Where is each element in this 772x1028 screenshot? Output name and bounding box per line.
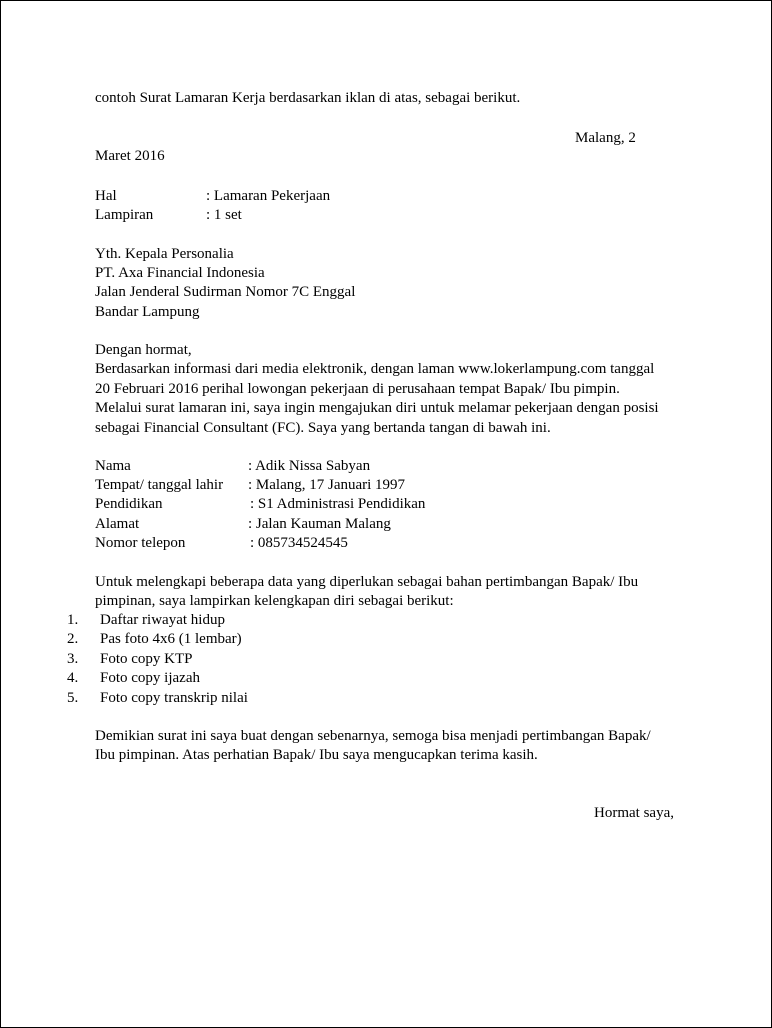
list-item-number: 2. <box>67 631 79 647</box>
list-item: Foto copy transkrip nilai <box>100 690 248 706</box>
body-line: sebagai Financial Consultant (FC). Saya yang bertanda tangan di bawah ini. <box>95 420 551 436</box>
lampiran-value: : 1 set <box>206 207 242 223</box>
field-value-nama: : Adik Nissa Sabyan <box>248 458 371 474</box>
recipient-line: Bandar Lampung <box>95 304 200 320</box>
field-value-telepon: : 085734524545 <box>250 535 348 551</box>
body-line: Berdasarkan informasi dari media elektronik, dengan laman www.lokerlampung.com tanggal <box>95 361 655 377</box>
field-label-telepon: Nomor telepon <box>95 535 186 551</box>
list-item-number: 5. <box>67 690 79 706</box>
list-item-number: 1. <box>67 612 79 628</box>
field-value-pendidikan: : S1 Administrasi Pendidikan <box>250 496 426 512</box>
body-line: 20 Februari 2016 perihal lowongan pekerjaan di perusahaan tempat Bapak/ Ibu pimpin. <box>95 381 620 397</box>
field-label-ttl: Tempat/ tanggal lahir <box>95 477 224 493</box>
salutation: Dengan hormat, <box>95 342 192 358</box>
lampiran-label: Lampiran <box>95 207 154 223</box>
list-item-number: 4. <box>67 670 79 686</box>
field-label-nama: Nama <box>95 458 131 474</box>
hal-label: Hal <box>95 188 117 204</box>
list-item: Daftar riwayat hidup <box>100 612 225 628</box>
field-value-alamat: : Jalan Kauman Malang <box>248 516 391 532</box>
recipient-line: Jalan Jenderal Sudirman Nomor 7C Enggal <box>95 284 356 300</box>
recipient-line: PT. Axa Financial Indonesia <box>95 265 265 281</box>
body-line: Untuk melengkapi beberapa data yang diperlukan sebagai bahan pertimbangan Bapak/ Ibu <box>95 574 639 590</box>
date-line-2: Maret 2016 <box>95 148 165 164</box>
list-item: Foto copy ijazah <box>100 670 200 686</box>
body-line: pimpinan, saya lampirkan kelengkapan diri sebagai berikut: <box>95 593 454 609</box>
body-line: Ibu pimpinan. Atas perhatian Bapak/ Ibu saya mengucapkan terima kasih. <box>95 747 538 763</box>
field-label-alamat: Alamat <box>95 516 140 532</box>
intro-text: contoh Surat Lamaran Kerja berdasarkan iklan di atas, sebagai berikut. <box>95 90 521 106</box>
list-item: Foto copy KTP <box>100 651 193 667</box>
date-line-1: Malang, 2 <box>575 130 636 146</box>
list-item-number: 3. <box>67 651 79 667</box>
hal-value: : Lamaran Pekerjaan <box>206 188 331 204</box>
field-value-ttl: : Malang, 17 Januari 1997 <box>248 477 406 493</box>
list-item: Pas foto 4x6 (1 lembar) <box>100 631 242 647</box>
recipient-line: Yth. Kepala Personalia <box>95 246 234 262</box>
signoff: Hormat saya, <box>594 805 674 821</box>
field-label-pendidikan: Pendidikan <box>95 496 163 512</box>
body-line: Demikian surat ini saya buat dengan sebenarnya, semoga bisa menjadi pertimbangan Bapak/ <box>95 728 651 744</box>
body-line: Melalui surat lamaran ini, saya ingin mengajukan diri untuk melamar pekerjaan dengan posisi <box>95 400 659 416</box>
